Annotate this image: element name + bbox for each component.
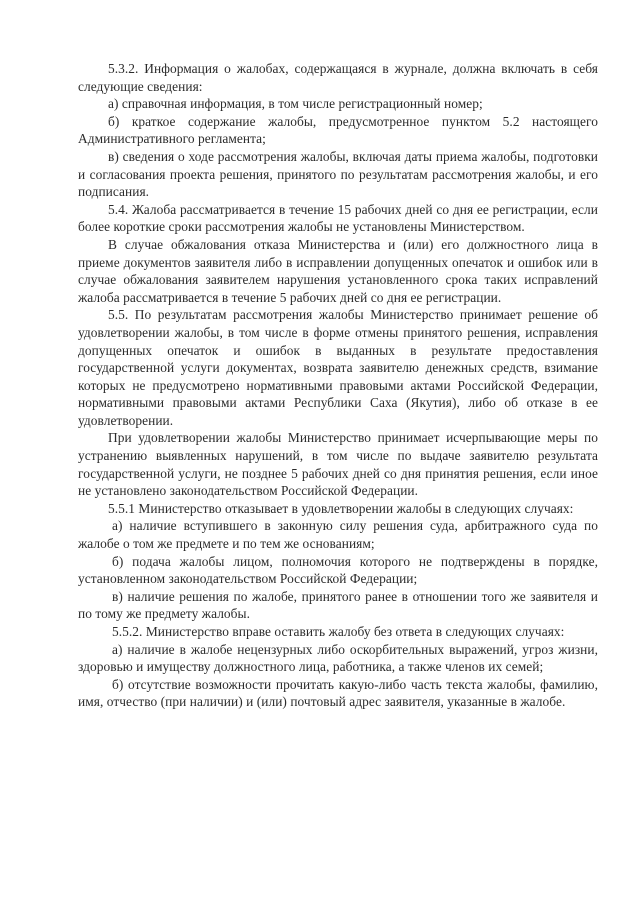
- paragraph-5-3-2: 5.3.2. Информация о жалобах, содержащаяся в журнале, должна включать в себя следующие сведения:: [78, 61, 598, 94]
- paragraph-5-5-1: 5.5.1 Министерство отказывает в удовлетворении жалобы в следующих случаях:: [108, 500, 574, 516]
- document-page: [78, 60, 598, 711]
- paragraph-5-5-2-a: а) наличие в жалобе нецензурных либо оскорбительных выражений, угроз жизни, здоровью и имуществу должностного лица, работника, а также членов их семей;: [78, 641, 598, 675]
- paragraph-5-5-1-b: б) подача жалобы лицом, полномочия которого не подтверждены в порядке, установленном законодательством Российской Федерации;: [78, 553, 598, 587]
- paragraph-5-5-measures: При удовлетворении жалобы Министерство принимает исчерпывающие меры по устранению выявленных нарушений, в том числе по выдаче заявителю результата государственной услуги, не позднее 5 рабочих дней со дня принятия решения, если иное не установлено законодательством Российской Федерации.: [78, 430, 598, 499]
- paragraph-5-4-exception: В случае обжалования отказа Министерства и (или) его должностного лица в приеме документов заявителя либо в исправлении допущенных опечаток и ошибок или в случае обжалования заявителем нарушения установленного срока таких исправлений жалоба рассматривается в течение 5 рабочих дней со дня ее регистрации.: [78, 236, 598, 305]
- paragraph-5-5-2-b: б) отсутствие возможности прочитать какую-либо часть текста жалобы, фамилию, имя, отчество (при наличии) и (или) почтовый адрес заявителя, указанные в жалобе.: [78, 676, 598, 710]
- paragraph-5-3-2-a: а) справочная информация, в том числе регистрационный номер;: [108, 96, 483, 112]
- paragraph-5-5: 5.5. По результатам рассмотрения жалобы Министерство принимает решение об удовлетворении жалобы, в том числе в форме отмены принятого решения, исправления допущенных опечаток и ошибок в выданных в результате предоставления государственной услуги документах, возврата заявителю денежных средств, взимание которых не предусмотрено нормативными правовыми актами Российской Федерации, нормативными правовыми актами Республики Саха (Якутия), либо об отказе в ее удовлетворении.: [78, 307, 598, 428]
- paragraph-5-5-1-a: а) наличие вступившего в законную силу решения суда, арбитражного суда по жалобе о том же предмете и по тем же основаниям;: [78, 518, 598, 552]
- paragraph-5-3-2-b: б) краткое содержание жалобы, предусмотренное пунктом 5.2 настоящего Административного регламента;: [78, 113, 598, 147]
- paragraph-5-5-1-v: в) наличие решения по жалобе, принятого ранее в отношении того же заявителя и по тому же предмету жалобы.: [78, 588, 598, 622]
- paragraph-5-5-2: 5.5.2. Министерство вправе оставить жалобу без ответа в следующих случаях:: [112, 624, 565, 639]
- paragraph-5-3-2-v: в) сведения о ходе рассмотрения жалобы, включая даты приема жалобы, подготовки и согласования проекта решения, принятого по результатам рассмотрения жалобы, и его подписания.: [78, 148, 598, 200]
- paragraph-5-4: 5.4. Жалоба рассматривается в течение 15 рабочих дней со дня ее регистрации, если более короткие сроки рассмотрения жалобы не установлены Министерством.: [78, 201, 598, 235]
